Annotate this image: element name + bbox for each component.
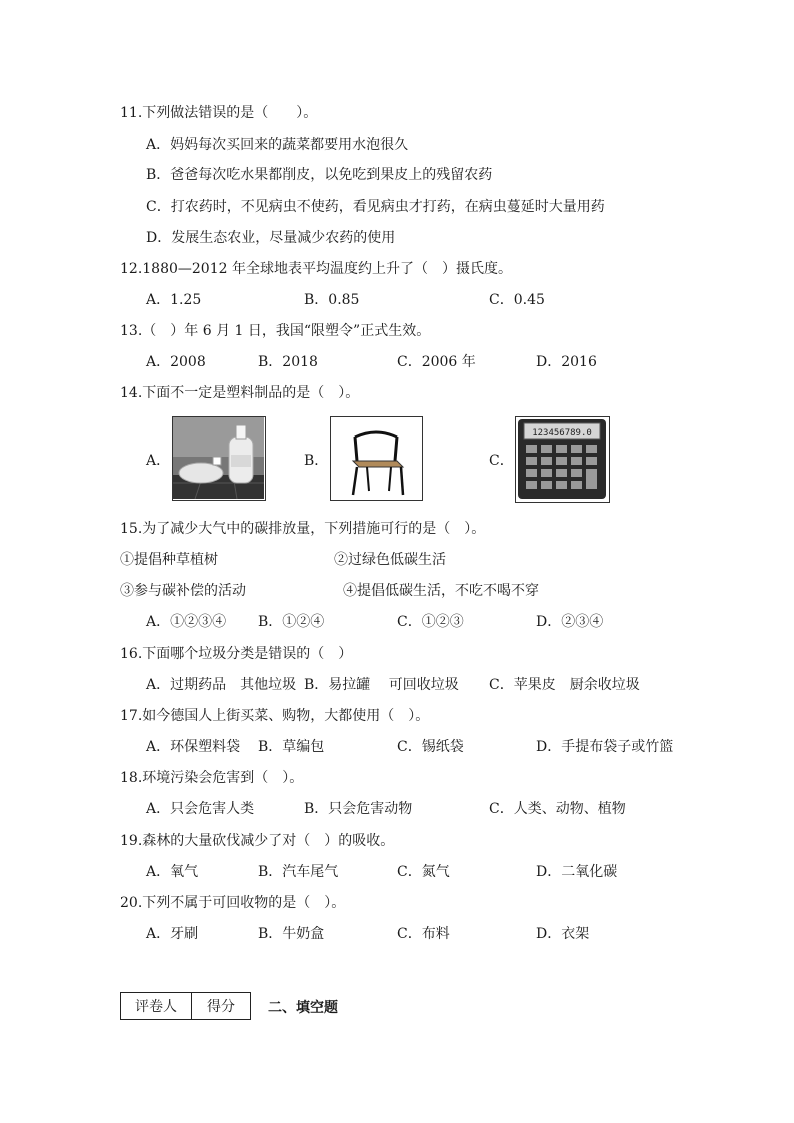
reviewer-cell: 评卷人 xyxy=(135,999,177,1015)
q16-option-c[interactable]: C．苹果皮 厨余收垃圾 xyxy=(489,677,640,693)
q12-option-b[interactable]: B．0.85 xyxy=(304,292,360,308)
question-text: 下面不一定是塑料制品的是（ ）。 xyxy=(142,385,360,401)
q18-option-a[interactable]: A．只会危害人类 xyxy=(146,801,255,817)
calculator-display-text: 123456789.0 xyxy=(532,428,592,438)
q15-item-3: ③参与碳补偿的活动 xyxy=(120,583,246,599)
q15-option-c[interactable]: C．①②③ xyxy=(397,614,464,630)
q12-option-c[interactable]: C．0.45 xyxy=(489,292,545,308)
question-20 xyxy=(120,894,345,912)
question-text: 为了减少大气中的碳排放量，下列措施可行的是（ ）。 xyxy=(142,521,486,537)
question-18 xyxy=(120,769,303,787)
section-title: 二、填空题 xyxy=(268,1000,338,1016)
question-text: 下面哪个垃圾分类是错误的（ ） xyxy=(142,646,353,662)
question-16 xyxy=(120,645,352,663)
water-bottles-image[interactable] xyxy=(172,416,266,501)
q20-option-c[interactable]: C．布料 xyxy=(397,926,450,942)
q13-option-d[interactable]: D．2016 xyxy=(536,354,597,370)
question-number: 11. xyxy=(120,105,143,121)
question-number: 16. xyxy=(120,646,143,662)
question-text: 下列不属于可回收物的是（ ）。 xyxy=(142,895,346,911)
question-number: 19. xyxy=(120,833,143,849)
q19-option-c[interactable]: C．氮气 xyxy=(397,864,450,880)
q15-item-1: ①提倡种草植树 xyxy=(120,552,218,568)
q15-item-2: ②过绿色低碳生活 xyxy=(334,552,446,568)
q11-option-b[interactable]: B．爸爸每次吃水果都削皮，以免吃到果皮上的残留农药 xyxy=(146,167,493,183)
q12-option-a[interactable]: A．1.25 xyxy=(146,292,202,308)
q20-option-d[interactable]: D．衣架 xyxy=(536,926,590,942)
question-14 xyxy=(120,384,359,402)
q17-option-c[interactable]: C．锡纸袋 xyxy=(397,739,464,755)
q13-option-c[interactable]: C．2006 年 xyxy=(397,354,476,370)
q19-option-a[interactable]: A．氧气 xyxy=(146,864,199,880)
question-text: （ ）年 6 月 1 日，我国“限塑令”正式生效。 xyxy=(142,323,431,339)
q11-option-d[interactable]: D．发展生态农业，尽量减少农药的使用 xyxy=(146,230,396,246)
q14-option-a[interactable]: A． xyxy=(146,453,171,469)
score-table xyxy=(120,992,251,1020)
q16-option-a[interactable]: A．过期药品 其他垃圾 xyxy=(146,677,297,693)
q14-option-b[interactable]: B． xyxy=(304,453,329,469)
question-15 xyxy=(120,520,485,538)
question-number: 15. xyxy=(120,521,143,537)
chair-icon xyxy=(331,417,421,499)
calculator-icon xyxy=(516,417,608,501)
q15-option-b[interactable]: B．①②④ xyxy=(258,614,325,630)
q16-option-b[interactable]: B．易拉罐 可回收垃圾 xyxy=(304,677,459,693)
q19-option-b[interactable]: B．汽车尾气 xyxy=(258,864,339,880)
question-text: 1880—2012 年全球地表平均温度约上升了（ ）摄氏度。 xyxy=(142,261,512,277)
q15-item-4: ④提倡低碳生活，不吃不喝不穿 xyxy=(343,583,539,599)
question-19 xyxy=(120,832,394,850)
chair-image[interactable] xyxy=(330,416,423,501)
question-11 xyxy=(120,104,317,122)
question-number: 17. xyxy=(120,708,143,724)
question-number: 14. xyxy=(120,385,143,401)
q18-option-c[interactable]: C．人类、动物、植物 xyxy=(489,801,626,817)
question-number: 12. xyxy=(120,261,143,277)
question-12 xyxy=(120,260,512,278)
q11-option-c[interactable]: C．打农药时，不见病虫不使药，看见病虫才打药，在病虫蔓延时大量用药 xyxy=(146,199,605,215)
q20-option-b[interactable]: B．牛奶盒 xyxy=(258,926,325,942)
question-text: 如今德国人上街买菜、购物，大都使用（ ）。 xyxy=(142,708,430,724)
q15-option-d[interactable]: D．②③④ xyxy=(536,614,604,630)
q17-option-a[interactable]: A．环保塑料袋 xyxy=(146,739,241,755)
q14-option-c[interactable]: C． xyxy=(489,453,514,469)
q20-option-a[interactable]: A．牙刷 xyxy=(146,926,199,942)
question-number: 13. xyxy=(120,323,143,339)
q15-option-a[interactable]: A．①②③④ xyxy=(146,614,227,630)
q17-option-d[interactable]: D．手提布袋子或竹篮 xyxy=(536,739,674,755)
question-number: 18. xyxy=(120,770,143,786)
question-text: 森林的大量砍伐减少了对（ ）的吸收。 xyxy=(142,833,395,849)
q11-option-a[interactable]: A．妈妈每次买回来的蔬菜都要用水泡很久 xyxy=(146,137,409,153)
plastic-bottles-icon xyxy=(173,417,264,499)
calculator-image[interactable] xyxy=(515,416,610,503)
question-number: 20. xyxy=(120,895,143,911)
score-cell: 得分 xyxy=(191,993,250,1019)
question-text: 下列做法错误的是（ ）。 xyxy=(142,105,318,121)
question-text: 环境污染会危害到（ ）。 xyxy=(142,770,304,786)
question-13 xyxy=(120,322,430,340)
q18-option-b[interactable]: B．只会危害动物 xyxy=(304,801,413,817)
q19-option-d[interactable]: D．二氧化碳 xyxy=(536,864,618,880)
q13-option-a[interactable]: A．2008 xyxy=(146,354,206,370)
q17-option-b[interactable]: B．草编包 xyxy=(258,739,325,755)
q13-option-b[interactable]: B．2018 xyxy=(258,354,318,370)
question-17 xyxy=(120,707,429,725)
